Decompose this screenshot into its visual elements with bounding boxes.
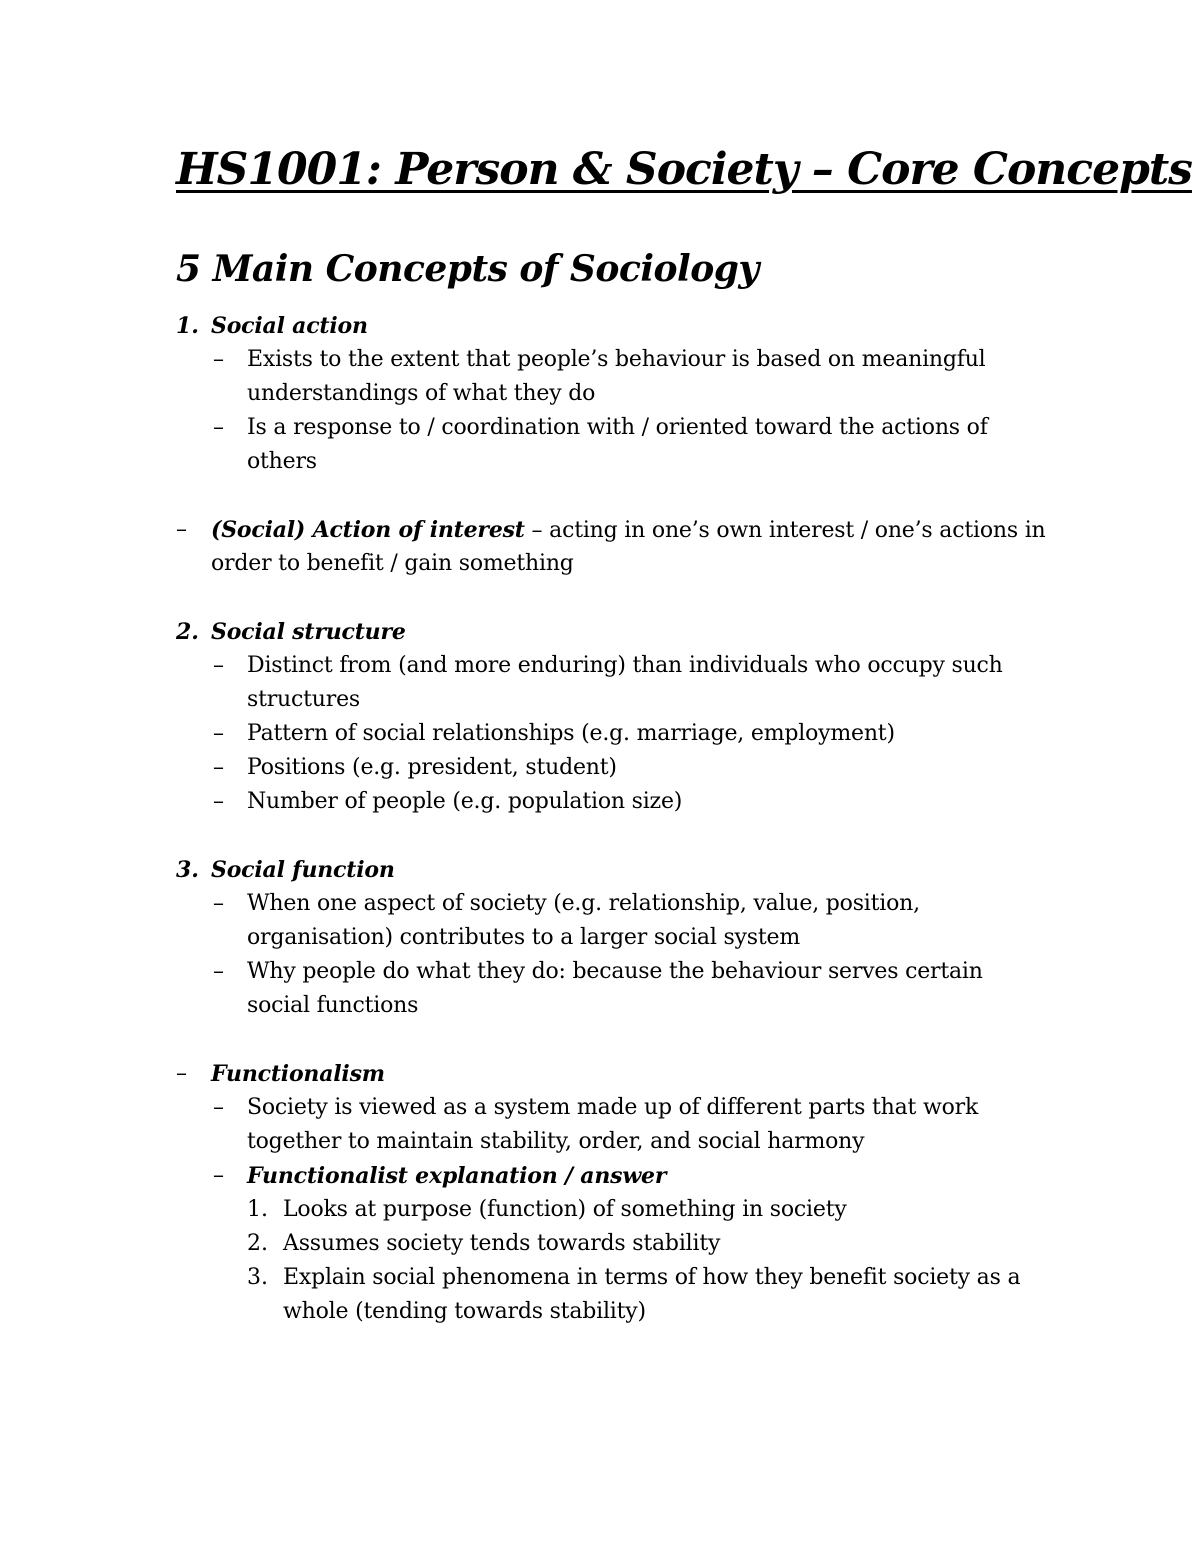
list-number: 2.	[176, 619, 199, 645]
dash-bullet: –	[176, 517, 187, 542]
list-item: When one aspect of society (e.g. relationship, value, position,	[247, 891, 920, 916]
dash-bullet: –	[213, 891, 224, 916]
list-item: Is a response to / coordination with / oriented toward the actions of	[247, 415, 988, 440]
dash-bullet: –	[213, 1163, 224, 1188]
dash-bullet: –	[213, 721, 224, 746]
numbered-item: Looks at purpose (function) of something in society	[283, 1197, 847, 1222]
concept-heading-social-structure: Social structure	[211, 619, 406, 645]
list-item: Why people do what they do: because the behaviour serves certain	[247, 959, 983, 984]
list-item-continuation: together to maintain stability, order, and social harmony	[247, 1129, 865, 1154]
numbered-item: Explain social phenomena in terms of how they benefit society as a	[283, 1265, 1021, 1290]
list-item: Pattern of social relationships (e.g. marriage, employment)	[247, 721, 895, 746]
list-item: Exists to the extent that people’s behaviour is based on meaningful	[247, 347, 986, 372]
list-item-action-of-interest	[211, 513, 1046, 547]
list-item-continuation: social functions	[247, 993, 419, 1018]
concept-heading-social-action: Social action	[211, 313, 368, 339]
list-number: 2.	[247, 1231, 268, 1256]
dash-bullet: –	[213, 415, 224, 440]
dash-bullet: –	[213, 1095, 224, 1120]
numbered-item: Assumes society tends towards stability	[283, 1231, 721, 1256]
concept-heading-social-function: Social function	[211, 857, 395, 883]
list-item: Distinct from (and more enduring) than individuals who occupy such	[247, 653, 1003, 678]
list-item-continuation: understandings of what they do	[247, 381, 596, 406]
list-number: 3.	[176, 857, 199, 883]
concept-heading-functionalism: Functionalism	[211, 1061, 385, 1087]
list-item: Positions (e.g. president, student)	[247, 755, 617, 780]
subheading-functionalist-explanation: Functionalist explanation / answer	[247, 1163, 667, 1189]
list-item: Number of people (e.g. population size)	[247, 789, 683, 814]
list-number: 3.	[247, 1265, 268, 1290]
list-number: 1.	[176, 313, 199, 339]
dash-bullet: –	[176, 1061, 187, 1086]
list-item-continuation: order to benefit / gain something	[211, 551, 574, 576]
dash-bullet: –	[213, 755, 224, 780]
list-number: 1.	[247, 1197, 268, 1222]
list-item-continuation: structures	[247, 687, 360, 712]
list-item-continuation: others	[247, 449, 317, 474]
dash-bullet: –	[213, 789, 224, 814]
document-title: HS1001: Person & Society – Core Concepts	[176, 144, 1192, 195]
list-item: Society is viewed as a system made up of different parts that work	[247, 1095, 979, 1120]
definition: – acting in one’s own interest / one’s actions in	[524, 518, 1046, 543]
section-heading: 5 Main Concepts of Sociology	[176, 248, 759, 290]
dash-bullet: –	[213, 347, 224, 372]
term: (Social) Action of interest	[211, 517, 525, 543]
dash-bullet: –	[213, 653, 224, 678]
dash-bullet: –	[213, 959, 224, 984]
list-item-continuation: organisation) contributes to a larger social system	[247, 925, 801, 950]
numbered-item-continuation: whole (tending towards stability)	[283, 1299, 646, 1324]
